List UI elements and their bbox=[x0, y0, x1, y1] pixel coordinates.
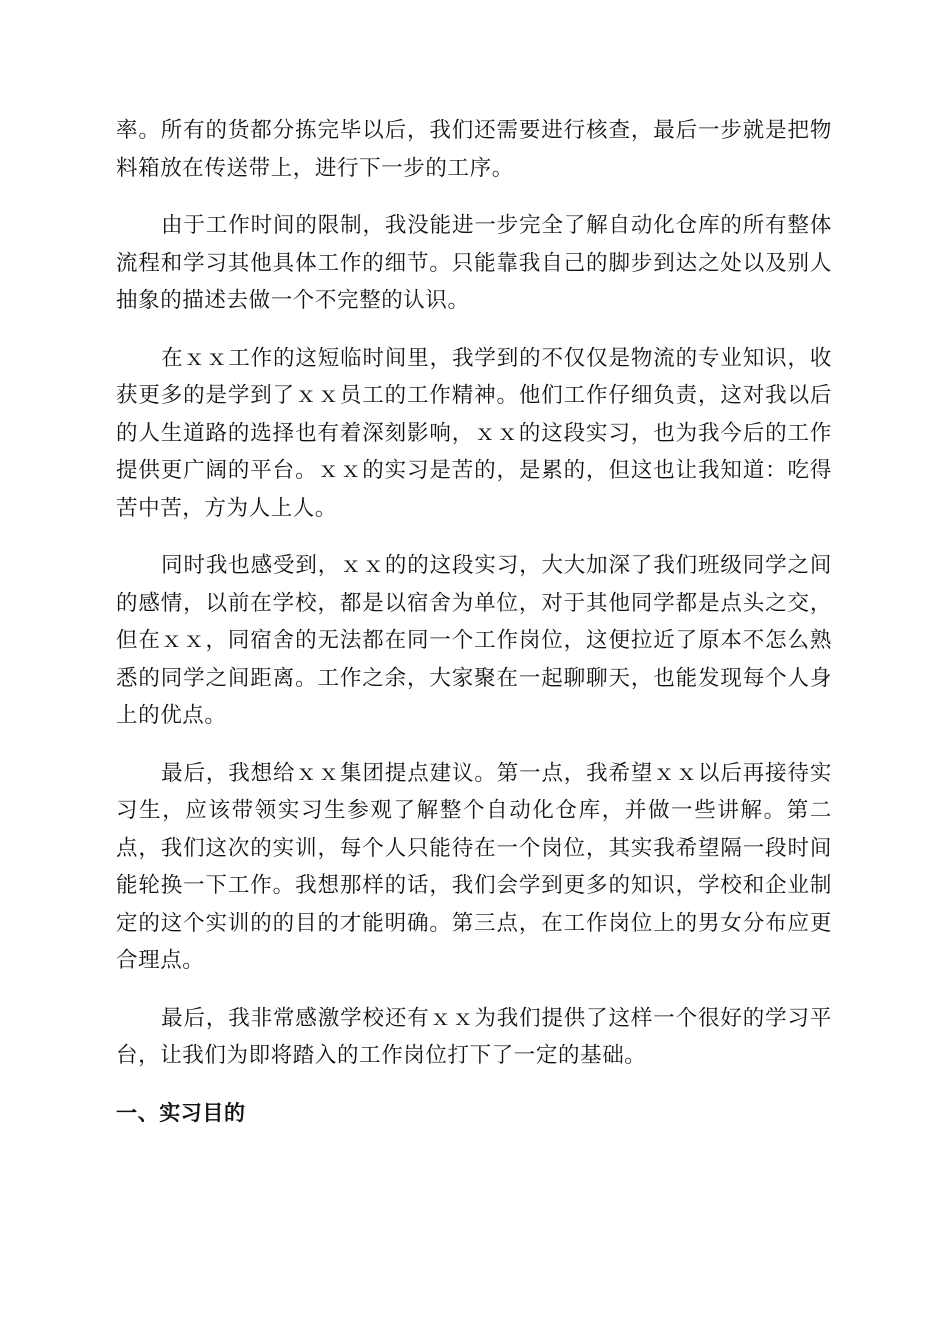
paragraph-time-limit: 由于工作时间的限制，我没能进一步完全了解自动化仓库的所有整体流程和学习其他具体工作的细节。只能靠我自己的脚步到达之处以及别人抽象的描述去做一个不完整的认识。 bbox=[116, 213, 832, 313]
document-page bbox=[116, 112, 832, 1132]
paragraph-classmates: 同时我也感受到，ｘｘ的的这段实习，大大加深了我们班级同学之间的感情，以前在学校，都是以宿舍为单位，对于其他同学都是点头之交，但在ｘｘ，同宿舍的无法都在同一个工作岗位，这便拉近了原本不怎么熟悉的同学之间距离。工作之余，大家聚在一起聊聊天，也能发现每个人身上的优点。 bbox=[116, 553, 832, 728]
paragraph-thanks: 最后，我非常感激学校还有ｘｘ为我们提供了这样一个很好的学习平台，让我们为即将踏入的工作岗位打下了一定的基础。 bbox=[116, 1005, 832, 1068]
paragraph-suggestions: 最后，我想给ｘｘ集团提点建议。第一点，我希望ｘｘ以后再接待实习生，应该带领实习生参观了解整个自动化仓库，并做一些讲解。第二点，我们这次的实训，每个人只能待在一个岗位，其实我希望隔一段时间能轮换一下工作。我想那样的话，我们会学到更多的知识，学校和企业制定的这个实训的的目的才能明确。第三点，在工作岗位上的男女分布应更合理点。 bbox=[116, 760, 832, 973]
paragraph-continuation: 率。所有的货都分拣完毕以后，我们还需要进行核查，最后一步就是把物料箱放在传送带上，进行下一步的工序。 bbox=[116, 118, 832, 181]
paragraph-learning: 在ｘｘ工作的这短临时间里，我学到的不仅仅是物流的专业知识，收获更多的是学到了ｘｘ员工的工作精神。他们工作仔细负责，这对我以后的人生道路的选择也有着深刻影响，ｘｘ的这段实习，也为我今后的工作提供更广阔的平台。ｘｘ的实习是苦的，是累的，但这也让我知道：吃得苦中苦，方为人上人。 bbox=[116, 345, 832, 521]
section-heading: 一、实习目的 bbox=[116, 1100, 246, 1125]
